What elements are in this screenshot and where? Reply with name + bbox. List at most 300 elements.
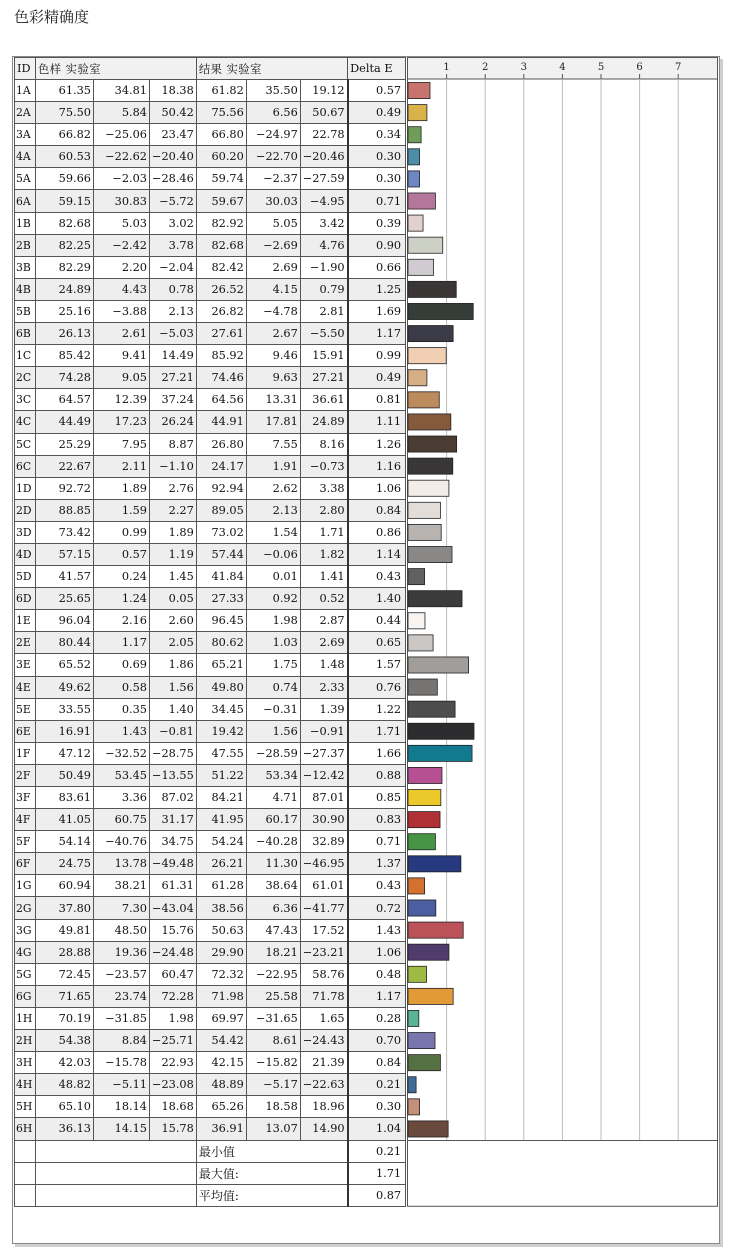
patch-id-cell: 3G bbox=[15, 919, 36, 941]
delta-e-cell: 1.25 bbox=[348, 278, 406, 300]
chart-tick-label: 4 bbox=[559, 62, 566, 73]
patch-id-cell: 2G bbox=[15, 897, 36, 919]
sample-lab-cell: −22.62 bbox=[94, 146, 150, 168]
result-lab-cell: 54.42 bbox=[196, 1030, 246, 1052]
table-row bbox=[15, 278, 406, 300]
result-lab-cell: 0.92 bbox=[246, 588, 300, 610]
table-row bbox=[15, 256, 406, 278]
sample-lab-cell: 9.05 bbox=[94, 367, 150, 389]
result-lab-cell: 82.92 bbox=[196, 212, 246, 234]
summary-row bbox=[15, 1184, 406, 1206]
result-lab-cell: 89.05 bbox=[196, 499, 246, 521]
delta-e-cell: 0.99 bbox=[348, 345, 406, 367]
sample-lab-cell: 5.84 bbox=[94, 102, 150, 124]
patch-id-cell: 6H bbox=[15, 1118, 36, 1140]
result-lab-cell: 18.58 bbox=[246, 1096, 300, 1118]
table-row bbox=[15, 521, 406, 543]
delta-e-cell: 1.14 bbox=[348, 543, 406, 565]
result-lab-cell: 47.55 bbox=[196, 742, 246, 764]
table-row bbox=[15, 168, 406, 190]
sample-lab-cell: 54.38 bbox=[36, 1030, 94, 1052]
result-lab-cell: −23.21 bbox=[300, 941, 347, 963]
sample-lab-cell: 1.98 bbox=[150, 1007, 197, 1029]
table-row bbox=[15, 1007, 406, 1029]
sample-lab-cell: 16.91 bbox=[36, 720, 94, 742]
delta-e-bar bbox=[408, 966, 427, 982]
sample-lab-cell: 36.13 bbox=[36, 1118, 94, 1140]
sample-lab-cell: 18.68 bbox=[150, 1096, 197, 1118]
result-lab-cell: 50.67 bbox=[300, 102, 347, 124]
table-row bbox=[15, 146, 406, 168]
summary-row bbox=[15, 1162, 406, 1184]
result-lab-cell: 6.56 bbox=[246, 102, 300, 124]
result-lab-cell: −5.50 bbox=[300, 323, 347, 345]
sample-lab-cell: 60.75 bbox=[94, 809, 150, 831]
result-lab-cell: 1.48 bbox=[300, 654, 347, 676]
delta-e-cell: 0.48 bbox=[348, 963, 406, 985]
result-lab-cell: −31.65 bbox=[246, 1007, 300, 1029]
patch-id-cell: 5B bbox=[15, 300, 36, 322]
sample-lab-cell: 41.57 bbox=[36, 566, 94, 588]
delta-e-bar bbox=[408, 83, 430, 99]
result-lab-cell: 2.33 bbox=[300, 676, 347, 698]
table-row bbox=[15, 411, 406, 433]
sample-lab-cell: 4.43 bbox=[94, 278, 150, 300]
sample-lab-cell: 48.82 bbox=[36, 1074, 94, 1096]
delta-e-bar bbox=[408, 458, 453, 474]
delta-e-bar bbox=[408, 944, 449, 960]
sample-lab-cell: 1.89 bbox=[150, 521, 197, 543]
sample-lab-cell: 70.19 bbox=[36, 1007, 94, 1029]
result-lab-cell: 9.46 bbox=[246, 345, 300, 367]
result-lab-cell: 6.36 bbox=[246, 897, 300, 919]
patch-id-cell: 3E bbox=[15, 654, 36, 676]
delta-e-bar bbox=[408, 326, 453, 342]
sample-lab-cell: 0.24 bbox=[94, 566, 150, 588]
table-row bbox=[15, 234, 406, 256]
result-lab-cell: 65.26 bbox=[196, 1096, 246, 1118]
delta-e-bar bbox=[408, 790, 441, 806]
delta-e-cell: 0.86 bbox=[348, 521, 406, 543]
result-lab-cell: 50.63 bbox=[196, 919, 246, 941]
result-lab-cell: 41.95 bbox=[196, 809, 246, 831]
result-lab-cell: 53.34 bbox=[246, 764, 300, 786]
delta-e-bar bbox=[408, 812, 440, 828]
sample-lab-cell: 2.13 bbox=[150, 300, 197, 322]
sample-lab-cell: 0.35 bbox=[94, 698, 150, 720]
delta-e-cell: 0.76 bbox=[348, 676, 406, 698]
delta-e-chart-svg bbox=[407, 57, 718, 1207]
sample-lab-cell: 65.52 bbox=[36, 654, 94, 676]
header-delta-e: Delta E bbox=[348, 58, 406, 80]
summary-blank-cell bbox=[36, 1162, 197, 1184]
sample-lab-cell: −2.04 bbox=[150, 256, 197, 278]
result-lab-cell: 59.67 bbox=[196, 190, 246, 212]
result-lab-cell: −40.28 bbox=[246, 831, 300, 853]
result-lab-cell: 48.89 bbox=[196, 1074, 246, 1096]
result-lab-cell: 64.56 bbox=[196, 389, 246, 411]
delta-e-cell: 1.16 bbox=[348, 455, 406, 477]
sample-lab-cell: 22.93 bbox=[150, 1052, 197, 1074]
table-row bbox=[15, 632, 406, 654]
result-lab-cell: 17.52 bbox=[300, 919, 347, 941]
sample-lab-cell: 2.05 bbox=[150, 632, 197, 654]
sample-lab-cell: 2.27 bbox=[150, 499, 197, 521]
delta-e-cell: 0.43 bbox=[348, 566, 406, 588]
sample-lab-cell: 31.17 bbox=[150, 809, 197, 831]
sample-lab-cell: 1.24 bbox=[94, 588, 150, 610]
result-lab-cell: 5.05 bbox=[246, 212, 300, 234]
result-lab-cell: −0.06 bbox=[246, 543, 300, 565]
patch-id-cell: 6A bbox=[15, 190, 36, 212]
sample-lab-cell: 72.45 bbox=[36, 963, 94, 985]
sample-lab-cell: 25.65 bbox=[36, 588, 94, 610]
delta-e-cell: 1.69 bbox=[348, 300, 406, 322]
result-lab-cell: 61.01 bbox=[300, 875, 347, 897]
result-lab-cell: 4.71 bbox=[246, 787, 300, 809]
sample-lab-cell: 26.24 bbox=[150, 411, 197, 433]
delta-e-bar bbox=[408, 1077, 416, 1093]
table-row bbox=[15, 897, 406, 919]
delta-e-cell: 0.88 bbox=[348, 764, 406, 786]
delta-e-bar bbox=[408, 1055, 440, 1071]
delta-e-cell: 0.30 bbox=[348, 168, 406, 190]
summary-value: 1.71 bbox=[348, 1162, 406, 1184]
table-row bbox=[15, 1096, 406, 1118]
result-lab-cell: 0.52 bbox=[300, 588, 347, 610]
sample-lab-cell: 1.17 bbox=[94, 632, 150, 654]
delta-e-bar bbox=[408, 569, 425, 585]
delta-e-cell: 1.06 bbox=[348, 477, 406, 499]
sample-lab-cell: 1.45 bbox=[150, 566, 197, 588]
result-lab-cell: −15.82 bbox=[246, 1052, 300, 1074]
sample-lab-cell: 25.29 bbox=[36, 433, 94, 455]
sample-lab-cell: −43.04 bbox=[150, 897, 197, 919]
result-lab-cell: 1.91 bbox=[246, 455, 300, 477]
summary-blank-cell bbox=[36, 1184, 197, 1206]
patch-id-cell: 3H bbox=[15, 1052, 36, 1074]
summary-blank-cell bbox=[15, 1140, 36, 1162]
patch-id-cell: 6C bbox=[15, 455, 36, 477]
result-lab-cell: −20.46 bbox=[300, 146, 347, 168]
sample-lab-cell: 49.81 bbox=[36, 919, 94, 941]
sample-lab-cell: 83.61 bbox=[36, 787, 94, 809]
result-lab-cell: 2.69 bbox=[246, 256, 300, 278]
result-lab-cell: 9.63 bbox=[246, 367, 300, 389]
sample-lab-cell: 0.05 bbox=[150, 588, 197, 610]
table-row bbox=[15, 323, 406, 345]
patch-id-cell: 6E bbox=[15, 720, 36, 742]
sample-lab-cell: 75.50 bbox=[36, 102, 94, 124]
sample-lab-cell: 37.80 bbox=[36, 897, 94, 919]
sample-lab-cell: 19.36 bbox=[94, 941, 150, 963]
table-row bbox=[15, 389, 406, 411]
result-lab-cell: 3.42 bbox=[300, 212, 347, 234]
sample-lab-cell: 22.67 bbox=[36, 455, 94, 477]
delta-e-bar bbox=[408, 303, 473, 319]
table-row bbox=[15, 919, 406, 941]
result-lab-cell: 15.91 bbox=[300, 345, 347, 367]
sample-lab-cell: 2.60 bbox=[150, 610, 197, 632]
result-lab-cell: 2.80 bbox=[300, 499, 347, 521]
patch-id-cell: 4F bbox=[15, 809, 36, 831]
sample-lab-cell: 85.42 bbox=[36, 345, 94, 367]
summary-blank-cell bbox=[15, 1184, 36, 1206]
result-lab-cell: −22.63 bbox=[300, 1074, 347, 1096]
sample-lab-cell: 80.44 bbox=[36, 632, 94, 654]
delta-e-bar bbox=[408, 1121, 448, 1137]
sample-lab-cell: 92.72 bbox=[36, 477, 94, 499]
delta-e-cell: 1.37 bbox=[348, 853, 406, 875]
result-lab-cell: 49.80 bbox=[196, 676, 246, 698]
patch-id-cell: 2F bbox=[15, 764, 36, 786]
table-row bbox=[15, 499, 406, 521]
sample-lab-cell: 60.47 bbox=[150, 963, 197, 985]
result-lab-cell: 71.98 bbox=[196, 985, 246, 1007]
table-row bbox=[15, 1052, 406, 1074]
result-lab-cell: 7.55 bbox=[246, 433, 300, 455]
delta-e-cell: 0.34 bbox=[348, 124, 406, 146]
table-header-row bbox=[15, 58, 406, 80]
result-lab-cell: 71.78 bbox=[300, 985, 347, 1007]
result-lab-cell: 29.90 bbox=[196, 941, 246, 963]
chart-tick-label: 6 bbox=[636, 62, 643, 73]
result-lab-cell: 2.62 bbox=[246, 477, 300, 499]
sample-lab-cell: −5.11 bbox=[94, 1074, 150, 1096]
delta-e-bar bbox=[408, 613, 425, 629]
patch-id-cell: 2A bbox=[15, 102, 36, 124]
sample-lab-cell: −2.42 bbox=[94, 234, 150, 256]
sample-lab-cell: 61.31 bbox=[150, 875, 197, 897]
delta-e-cell: 1.57 bbox=[348, 654, 406, 676]
delta-e-bar bbox=[408, 988, 453, 1004]
result-lab-cell: 44.91 bbox=[196, 411, 246, 433]
result-lab-cell: 75.56 bbox=[196, 102, 246, 124]
delta-e-bar-chart bbox=[407, 57, 718, 1211]
sample-lab-cell: 82.29 bbox=[36, 256, 94, 278]
sample-lab-cell: 1.89 bbox=[94, 477, 150, 499]
sample-lab-cell: 9.41 bbox=[94, 345, 150, 367]
table-row bbox=[15, 698, 406, 720]
patch-id-cell: 3D bbox=[15, 521, 36, 543]
patch-id-cell: 6G bbox=[15, 985, 36, 1007]
result-lab-cell: 72.32 bbox=[196, 963, 246, 985]
result-lab-cell: −27.59 bbox=[300, 168, 347, 190]
sample-lab-cell: 71.65 bbox=[36, 985, 94, 1007]
sample-lab-cell: 0.58 bbox=[94, 676, 150, 698]
table-row bbox=[15, 477, 406, 499]
delta-e-cell: 1.11 bbox=[348, 411, 406, 433]
patch-id-cell: 4D bbox=[15, 543, 36, 565]
result-lab-cell: 30.90 bbox=[300, 809, 347, 831]
sample-lab-cell: 7.95 bbox=[94, 433, 150, 455]
result-lab-cell: 25.58 bbox=[246, 985, 300, 1007]
delta-e-cell: 0.49 bbox=[348, 102, 406, 124]
result-lab-cell: 85.92 bbox=[196, 345, 246, 367]
sample-lab-cell: 18.38 bbox=[150, 80, 197, 102]
result-lab-cell: −2.69 bbox=[246, 234, 300, 256]
sample-lab-cell: 1.43 bbox=[94, 720, 150, 742]
result-lab-cell: 11.30 bbox=[246, 853, 300, 875]
sample-lab-cell: 2.61 bbox=[94, 323, 150, 345]
sample-lab-cell: 13.78 bbox=[94, 853, 150, 875]
delta-e-cell: 0.84 bbox=[348, 1052, 406, 1074]
delta-e-bar bbox=[408, 1010, 419, 1026]
sample-lab-cell: −23.08 bbox=[150, 1074, 197, 1096]
sample-lab-cell: 37.24 bbox=[150, 389, 197, 411]
patch-id-cell: 2H bbox=[15, 1030, 36, 1052]
result-lab-cell: 1.98 bbox=[246, 610, 300, 632]
sample-lab-cell: −5.72 bbox=[150, 190, 197, 212]
result-lab-cell: −46.95 bbox=[300, 853, 347, 875]
patch-id-cell: 4E bbox=[15, 676, 36, 698]
result-lab-cell: 58.76 bbox=[300, 963, 347, 985]
sample-lab-cell: 72.28 bbox=[150, 985, 197, 1007]
result-lab-cell: −27.37 bbox=[300, 742, 347, 764]
chart-tick-label: 2 bbox=[482, 62, 489, 73]
result-lab-cell: 41.84 bbox=[196, 566, 246, 588]
patch-id-cell: 1H bbox=[15, 1007, 36, 1029]
page-title: 色彩精确度 bbox=[14, 8, 90, 26]
result-lab-cell: 60.17 bbox=[246, 809, 300, 831]
delta-e-bar bbox=[408, 105, 427, 121]
sample-lab-cell: 53.45 bbox=[94, 764, 150, 786]
sample-lab-cell: −15.78 bbox=[94, 1052, 150, 1074]
table-row bbox=[15, 764, 406, 786]
result-lab-cell: 26.21 bbox=[196, 853, 246, 875]
sample-lab-cell: 26.13 bbox=[36, 323, 94, 345]
sample-lab-cell: 23.47 bbox=[150, 124, 197, 146]
table-row bbox=[15, 787, 406, 809]
delta-e-bar bbox=[408, 193, 435, 209]
result-lab-cell: 8.16 bbox=[300, 433, 347, 455]
sample-lab-cell: 82.25 bbox=[36, 234, 94, 256]
sample-lab-cell: 15.76 bbox=[150, 919, 197, 941]
sample-lab-cell: −25.06 bbox=[94, 124, 150, 146]
result-lab-cell: 1.65 bbox=[300, 1007, 347, 1029]
sample-lab-cell: 33.55 bbox=[36, 698, 94, 720]
result-lab-cell: 82.42 bbox=[196, 256, 246, 278]
patch-id-cell: 5F bbox=[15, 831, 36, 853]
delta-e-bar bbox=[408, 436, 457, 452]
summary-blank-cell bbox=[36, 1140, 197, 1162]
table-row bbox=[15, 190, 406, 212]
result-lab-cell: 51.22 bbox=[196, 764, 246, 786]
result-lab-cell: 73.02 bbox=[196, 521, 246, 543]
sample-lab-cell: 18.14 bbox=[94, 1096, 150, 1118]
table-row bbox=[15, 985, 406, 1007]
delta-e-bar bbox=[408, 745, 472, 761]
patch-id-cell: 4B bbox=[15, 278, 36, 300]
delta-e-cell: 1.04 bbox=[348, 1118, 406, 1140]
patch-id-cell: 5G bbox=[15, 963, 36, 985]
sample-lab-cell: 2.20 bbox=[94, 256, 150, 278]
sample-lab-cell: −1.10 bbox=[150, 455, 197, 477]
sample-lab-cell: 25.16 bbox=[36, 300, 94, 322]
result-lab-cell: 14.90 bbox=[300, 1118, 347, 1140]
sample-lab-cell: 23.74 bbox=[94, 985, 150, 1007]
result-lab-cell: −22.95 bbox=[246, 963, 300, 985]
delta-e-cell: 1.66 bbox=[348, 742, 406, 764]
result-lab-cell: 21.39 bbox=[300, 1052, 347, 1074]
table-row bbox=[15, 566, 406, 588]
result-lab-cell: 2.69 bbox=[300, 632, 347, 654]
sample-lab-cell: 50.42 bbox=[150, 102, 197, 124]
sample-lab-cell: 49.62 bbox=[36, 676, 94, 698]
result-lab-cell: −0.31 bbox=[246, 698, 300, 720]
patch-id-cell: 5E bbox=[15, 698, 36, 720]
sample-lab-cell: 14.49 bbox=[150, 345, 197, 367]
result-lab-cell: 1.82 bbox=[300, 543, 347, 565]
sample-lab-cell: 28.88 bbox=[36, 941, 94, 963]
delta-e-cell: 0.90 bbox=[348, 234, 406, 256]
sample-lab-cell: 14.15 bbox=[94, 1118, 150, 1140]
delta-e-cell: 0.57 bbox=[348, 80, 406, 102]
patch-id-cell: 2E bbox=[15, 632, 36, 654]
table-row bbox=[15, 853, 406, 875]
result-lab-cell: 27.21 bbox=[300, 367, 347, 389]
sample-lab-cell: 44.49 bbox=[36, 411, 94, 433]
sample-lab-cell: 74.28 bbox=[36, 367, 94, 389]
sample-lab-cell: 5.03 bbox=[94, 212, 150, 234]
result-lab-cell: −4.95 bbox=[300, 190, 347, 212]
delta-e-cell: 0.71 bbox=[348, 190, 406, 212]
sample-lab-cell: 8.84 bbox=[94, 1030, 150, 1052]
delta-e-cell: 0.71 bbox=[348, 831, 406, 853]
sample-lab-cell: 1.86 bbox=[150, 654, 197, 676]
table-row bbox=[15, 1118, 406, 1140]
delta-e-cell: 0.30 bbox=[348, 146, 406, 168]
table-row bbox=[15, 212, 406, 234]
delta-e-cell: 0.28 bbox=[348, 1007, 406, 1029]
patch-id-cell: 3C bbox=[15, 389, 36, 411]
result-lab-cell: −0.73 bbox=[300, 455, 347, 477]
table-row bbox=[15, 300, 406, 322]
result-lab-cell: 42.15 bbox=[196, 1052, 246, 1074]
sample-lab-cell: 34.75 bbox=[150, 831, 197, 853]
delta-e-bar bbox=[408, 767, 442, 783]
table-row bbox=[15, 102, 406, 124]
result-lab-cell: 1.54 bbox=[246, 521, 300, 543]
patch-id-cell: 1C bbox=[15, 345, 36, 367]
table-row bbox=[15, 676, 406, 698]
sample-lab-cell: 66.82 bbox=[36, 124, 94, 146]
sample-lab-cell: 0.99 bbox=[94, 521, 150, 543]
result-lab-cell: 24.17 bbox=[196, 455, 246, 477]
table-row bbox=[15, 941, 406, 963]
result-lab-cell: 17.81 bbox=[246, 411, 300, 433]
result-lab-cell: 26.82 bbox=[196, 300, 246, 322]
result-lab-cell: 87.01 bbox=[300, 787, 347, 809]
sample-lab-cell: 59.66 bbox=[36, 168, 94, 190]
table-row bbox=[15, 588, 406, 610]
result-lab-cell: 32.89 bbox=[300, 831, 347, 853]
result-lab-cell: 59.74 bbox=[196, 168, 246, 190]
header-sample-lab: 色样 实验室 bbox=[36, 58, 197, 80]
delta-e-bar bbox=[408, 546, 452, 562]
patch-id-cell: 3B bbox=[15, 256, 36, 278]
delta-e-cell: 1.71 bbox=[348, 720, 406, 742]
table-row bbox=[15, 543, 406, 565]
sample-lab-cell: 50.49 bbox=[36, 764, 94, 786]
patch-id-cell: 5D bbox=[15, 566, 36, 588]
result-lab-cell: 1.75 bbox=[246, 654, 300, 676]
result-lab-cell: 0.79 bbox=[300, 278, 347, 300]
sample-lab-cell: 61.35 bbox=[36, 80, 94, 102]
sample-lab-cell: 60.94 bbox=[36, 875, 94, 897]
table-row bbox=[15, 809, 406, 831]
table-row bbox=[15, 80, 406, 102]
